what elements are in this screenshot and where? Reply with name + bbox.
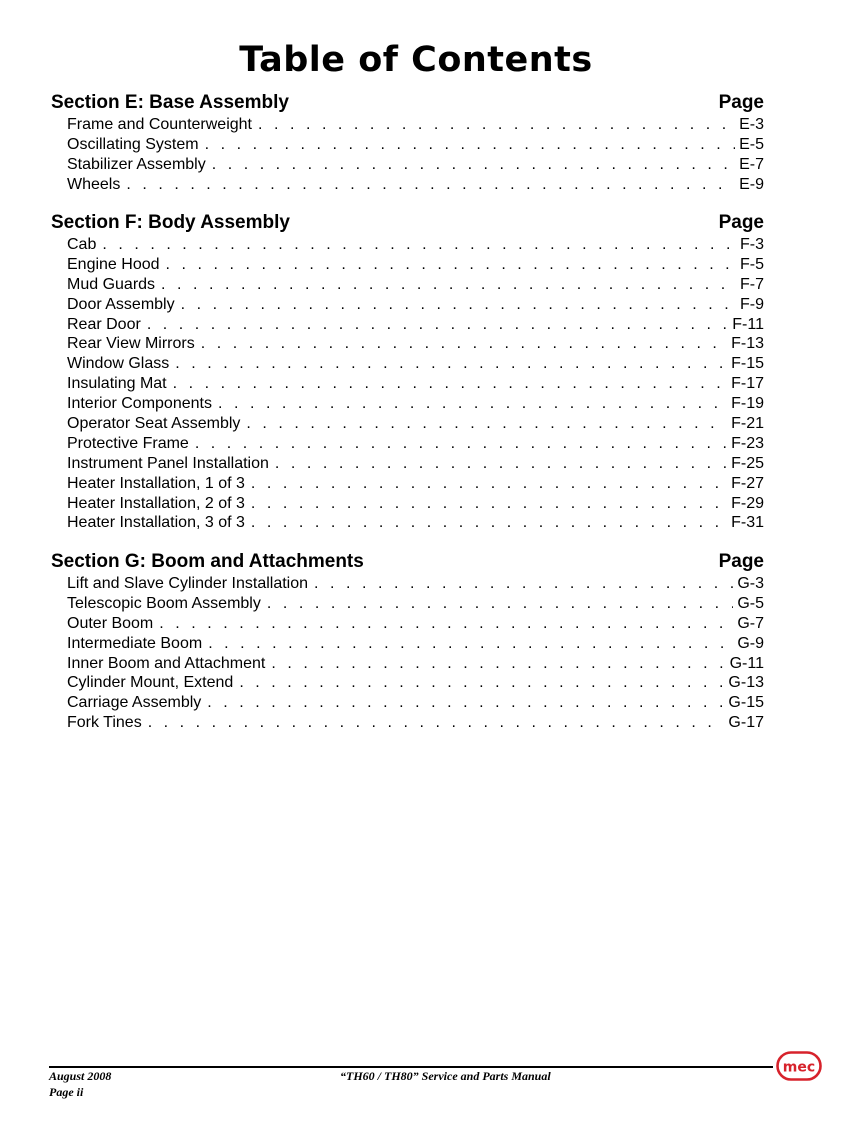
toc-entry-list — [51, 115, 764, 195]
toc-entry-page: E-5 — [739, 135, 764, 153]
toc-entry-title: Heater Installation, 2 of 3 — [67, 494, 245, 512]
dot-leader — [251, 474, 727, 494]
toc-entry[interactable] — [51, 275, 764, 295]
toc-entry[interactable] — [51, 315, 764, 335]
dot-leader — [181, 295, 736, 315]
footer-page-number: Page ii — [49, 1085, 84, 1099]
dot-leader — [195, 434, 727, 454]
dot-leader — [258, 115, 735, 135]
toc-entry-page: G-11 — [729, 654, 764, 672]
toc-entry-page: G-7 — [737, 614, 764, 632]
section-heading: Section F: Body Assembly — [51, 212, 290, 233]
toc-entry-title: Protective Frame — [67, 434, 189, 452]
dot-leader — [201, 334, 727, 354]
footer-rule — [49, 1066, 773, 1068]
toc-entry[interactable] — [51, 594, 764, 614]
toc-entry-title: Mud Guards — [67, 275, 156, 293]
page-column-label: Page — [718, 212, 764, 233]
toc-entry-title: Wheels — [67, 175, 121, 193]
dot-leader — [275, 454, 727, 474]
section-g — [51, 550, 764, 733]
dot-leader — [314, 574, 733, 594]
toc-entry-page: F-29 — [731, 494, 764, 512]
toc-entry-list — [51, 235, 764, 533]
toc-entry-page: G-13 — [728, 674, 764, 692]
toc-entry[interactable] — [51, 175, 764, 195]
toc-entry-page: F-7 — [740, 275, 764, 293]
toc-entry-title: Door Assembly — [67, 295, 175, 313]
toc-entry-page: F-11 — [732, 315, 764, 333]
toc-entry-title: Cab — [67, 236, 97, 253]
footer-manual-title: “TH60 / TH80” Service and Parts Manual — [340, 1069, 551, 1083]
toc-entry-title: Inner Boom and Attachment — [67, 654, 266, 672]
dot-leader — [147, 315, 728, 335]
toc-entry[interactable] — [51, 155, 764, 175]
toc-entry[interactable] — [51, 354, 764, 374]
toc-entry-title: Operator Seat Assembly — [67, 415, 241, 433]
toc-entry-title: Heater Installation, 3 of 3 — [67, 514, 245, 532]
dot-leader — [212, 155, 735, 175]
toc-entry[interactable] — [51, 454, 764, 474]
toc-entry-page: G-15 — [728, 694, 764, 712]
toc-entry[interactable] — [51, 394, 764, 414]
dot-leader — [166, 255, 736, 275]
toc-entry-list — [51, 574, 764, 733]
dot-leader — [251, 513, 727, 533]
dot-leader — [246, 414, 727, 434]
footer-date: August 2008 — [49, 1069, 112, 1083]
dot-leader — [239, 673, 724, 693]
dot-leader — [205, 135, 736, 155]
toc-entry-title: Frame and Counterweight — [67, 116, 252, 133]
toc-entry[interactable] — [51, 713, 764, 733]
section-heading-row — [51, 91, 764, 115]
page-column-label: Page — [718, 551, 764, 572]
toc-entry-title: Fork Tines — [67, 714, 142, 732]
toc-entry-page: F-15 — [731, 355, 764, 373]
toc-entry-page: G-3 — [737, 575, 764, 592]
toc-entry-page: F-25 — [731, 454, 764, 472]
toc-entry[interactable] — [51, 334, 764, 354]
toc-entry-title: Stabilizer Assembly — [67, 155, 206, 173]
toc-entry[interactable] — [51, 673, 764, 693]
toc-entry-title: Interior Components — [67, 395, 212, 413]
dot-leader — [102, 235, 736, 255]
dot-leader — [159, 614, 733, 634]
dot-leader — [208, 634, 733, 654]
dot-leader — [148, 713, 725, 733]
toc-entry[interactable] — [51, 235, 764, 255]
toc-entry-page: F-27 — [731, 474, 764, 492]
toc-entry-title: Outer Boom — [67, 614, 154, 632]
dot-leader — [271, 654, 725, 674]
section-heading: Section G: Boom and Attachments — [51, 551, 364, 572]
toc-entry-title: Window Glass — [67, 355, 170, 373]
toc-entry[interactable] — [51, 634, 764, 654]
dot-leader — [126, 175, 735, 195]
toc-entry-page: F-13 — [731, 335, 764, 353]
toc-entry-page: F-17 — [731, 375, 764, 393]
dot-leader — [175, 354, 727, 374]
dot-leader — [218, 394, 727, 414]
toc-entry-title: Heater Installation, 1 of 3 — [67, 474, 245, 492]
toc-entry[interactable] — [51, 255, 764, 275]
toc-entry[interactable] — [51, 614, 764, 634]
toc-entry-title: Telescopic Boom Assembly — [67, 594, 261, 612]
page-column-label: Page — [718, 92, 764, 113]
page-title: Table of Contents — [239, 40, 593, 80]
toc-entry-page: E-3 — [739, 116, 764, 133]
toc-entry[interactable] — [51, 474, 764, 494]
toc-entry-page: E-7 — [739, 155, 764, 173]
section-heading-row — [51, 211, 764, 235]
toc-entry[interactable] — [51, 374, 764, 394]
toc-entry-title: Rear View Mirrors — [67, 335, 195, 353]
toc-entry-title: Oscillating System — [67, 135, 199, 153]
toc-entry-page: G-9 — [737, 634, 764, 652]
toc-entry-title: Cylinder Mount, Extend — [67, 674, 234, 692]
toc-entry-title: Engine Hood — [67, 255, 160, 273]
toc-entry[interactable] — [51, 414, 764, 434]
dot-leader — [251, 494, 727, 514]
toc-entry[interactable] — [51, 513, 764, 533]
toc-entry[interactable] — [51, 574, 764, 594]
toc-entry-title: Carriage Assembly — [67, 694, 202, 712]
mec-logo — [776, 1051, 822, 1081]
toc-entry-page: F-9 — [740, 295, 764, 313]
toc-entry[interactable] — [51, 135, 764, 155]
toc-entry-title: Rear Door — [67, 315, 141, 333]
toc-entry-title: Instrument Panel Installation — [67, 454, 269, 472]
toc-entry[interactable] — [51, 295, 764, 315]
toc-entry-page: G-17 — [728, 714, 764, 732]
dot-leader — [161, 275, 736, 295]
section-heading-row — [51, 550, 764, 574]
logo-text: mec — [782, 1059, 816, 1076]
section-heading: Section E: Base Assembly — [51, 92, 289, 113]
toc-entry-page: F-23 — [731, 434, 764, 452]
toc-entry-page: F-19 — [731, 395, 764, 413]
toc-entry-page: F-3 — [740, 236, 764, 253]
toc-entry[interactable] — [51, 494, 764, 514]
dot-leader — [173, 374, 727, 394]
toc-entry[interactable] — [51, 434, 764, 454]
toc-entry-page: F-21 — [731, 415, 764, 433]
section-e — [51, 91, 764, 195]
toc-entry-page: E-9 — [739, 175, 764, 193]
dot-leader — [267, 594, 733, 614]
toc-entry-page: F-5 — [740, 255, 764, 273]
toc-entry-page: F-31 — [731, 514, 764, 532]
toc-entry-title: Lift and Slave Cylinder Installation — [67, 575, 309, 592]
toc-entry-title: Intermediate Boom — [67, 634, 203, 652]
toc-entry-page: G-5 — [737, 594, 764, 612]
toc-entry[interactable] — [51, 115, 764, 135]
section-f — [51, 211, 764, 533]
toc-entry[interactable] — [51, 693, 764, 713]
toc-entry-title: Insulating Mat — [67, 375, 167, 393]
dot-leader — [207, 693, 724, 713]
toc-entry[interactable] — [51, 654, 764, 674]
